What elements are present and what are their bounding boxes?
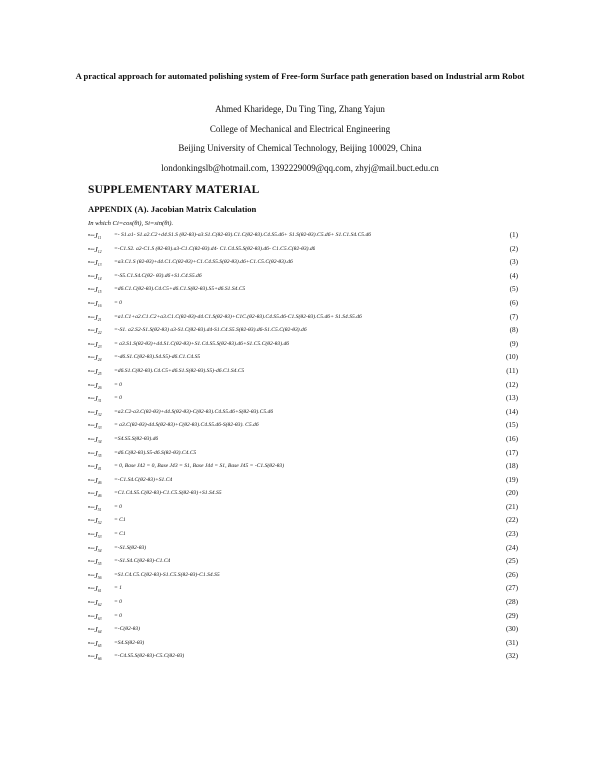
jacobian-symbol: J [94, 475, 98, 485]
jacobian-symbol: J [94, 584, 98, 594]
affiliation-university: Beijing University of Chemical Technology, Beijing 100029, China [178, 143, 422, 153]
equation-lhs [88, 544, 102, 553]
equation-lhs [88, 381, 102, 390]
equation-row [88, 311, 518, 325]
jacobian-symbol: J [94, 625, 98, 635]
equation-row [88, 338, 518, 352]
jacobian-symbol: J [94, 380, 98, 390]
equation-expression: = a3.S1.S(θ2-θ3)+d4.S1.C(θ2-θ3)+S1.C4.S5.S(θ2-θ3).d6+S1.C5.C(θ2-θ3).d6 [114, 340, 290, 347]
equation-expression: =d6.S1.C(θ2-θ3).C4.C5+d6.S1.S(θ2-θ3).S5)-d6.C1.S4.C5 [114, 367, 245, 374]
equation-expression: = 0 [114, 395, 122, 402]
jacobian-symbol: J [94, 489, 98, 499]
jacobian-symbol: J [94, 326, 98, 336]
equation-lhs [88, 408, 102, 417]
equation-row [88, 610, 518, 624]
jacobian-index: 62 [97, 603, 102, 608]
equation-number: (21) [506, 502, 518, 511]
equation-expression: = C1 [114, 531, 126, 538]
equation-lhs [88, 503, 102, 512]
jacobian-symbol: J [94, 611, 98, 621]
jacobian-index: 35 [97, 453, 102, 458]
equation-row [88, 270, 518, 284]
jacobian-index: 23 [97, 344, 102, 349]
equation-expression: =-C1.S4.C(θ2-θ3)+S1.C4 [114, 476, 173, 483]
equation-number: (16) [506, 434, 518, 443]
jacobian-symbol: J [94, 285, 98, 295]
equation-lhs [88, 449, 102, 458]
equation-row [88, 365, 518, 379]
jacobian-symbol: J [94, 502, 98, 512]
equation-lhs [88, 557, 102, 566]
jacobian-symbol: J [94, 312, 98, 322]
jacobian-symbol: J [94, 434, 98, 444]
jacobian-index: 46 [97, 494, 102, 499]
equation-expression: =-S1.S(θ2-θ3) [114, 544, 147, 551]
jacobian-symbol: J [94, 570, 98, 580]
authors: Ahmed Kharidege, Du Ting Ting, Zhang Yajun [215, 104, 385, 114]
jacobian-index: 22 [97, 331, 102, 336]
equation-number: (4) [509, 271, 518, 280]
equation-number: (30) [506, 625, 518, 634]
equation-number: (23) [506, 530, 518, 539]
equation-lhs [88, 245, 102, 254]
equation-row [88, 351, 518, 365]
equation-number: (25) [506, 557, 518, 566]
jacobian-symbol: J [94, 421, 98, 431]
equation-row [88, 474, 518, 488]
base-superscript: Base [88, 409, 95, 414]
jacobian-symbol: J [94, 462, 98, 472]
equation-lhs [88, 476, 102, 485]
jacobian-symbol: J [94, 271, 98, 281]
base-superscript: Base [88, 464, 95, 469]
equation-row [88, 650, 518, 664]
equation-expression: = 0 [114, 503, 122, 510]
equation-number: (7) [509, 312, 518, 321]
equation-number: (6) [509, 298, 518, 307]
equation-expression: =S4.S(θ2-θ3) [114, 639, 145, 646]
equation-expression: =S4.S5.S(θ2-θ3).d6 [114, 435, 159, 442]
equation-expression: =-C1.S2. a2-C1.S (θ2-θ3).a3-C1.C(θ2-θ3).d4- C1.C4.S5.S(θ2-θ3).d6- C1.C5.C(θ2-θ3).d6 [114, 245, 316, 252]
equation-expression: =a3.C1.S (θ2-θ3)+d4.C1.C(θ2-θ3)+C1.C4.S5.S(θ2-θ3).d6+C1.C5.C(θ2-θ3).d6 [114, 259, 293, 266]
equation-lhs [88, 231, 101, 240]
jacobian-index: 46 [97, 480, 102, 485]
equation-expression: =- S1.a1- S1.a2.C2+d4.S1.S (θ2-θ3)-a3.S1.C(θ2-θ3).C1.C(θ2-θ3).C4.S5.d6+ S1.S(θ2-θ3).C5.d6+ S1.C1.S4.C5.d6 [114, 232, 372, 238]
base-superscript: Base [88, 314, 95, 319]
equation-row [88, 596, 518, 610]
equation-number: (11) [506, 366, 518, 375]
equation-lhs [88, 340, 102, 349]
base-superscript: Base [88, 559, 95, 564]
equation-lhs [88, 435, 102, 444]
jacobian-index: 32 [97, 412, 102, 417]
equation-lhs [88, 353, 102, 362]
jacobian-index: 24 [97, 358, 102, 363]
jacobian-symbol: J [94, 258, 98, 268]
jacobian-index: 66 [97, 657, 102, 662]
base-superscript: Base [88, 436, 95, 441]
jacobian-index: 25 [97, 371, 102, 376]
jacobian-symbol: J [94, 448, 98, 458]
equation-row [88, 623, 518, 637]
equation-lhs [88, 625, 102, 634]
jacobian-index: 15 [97, 290, 102, 295]
jacobian-symbol: J [94, 516, 98, 526]
equation-row [88, 514, 518, 528]
jacobian-symbol: J [94, 407, 98, 417]
base-superscript: Base [88, 600, 95, 605]
equation-expression: =-S5.C1.S4.C(θ2- θ3).d6+S1.C4.S5.d6 [114, 272, 202, 279]
equation-expression: =d6.C1.C(θ2-θ3).C4.C5+d6.C1.S(θ2-θ3).S5+d6.S1.S4.C5 [114, 286, 246, 293]
base-superscript: Base [88, 233, 95, 237]
equation-expression: =C1.C4.S5.C(θ2-θ3)-C1.C5.S(θ2-θ3)+S1.S4.S5 [114, 490, 222, 497]
base-superscript: Base [88, 627, 95, 632]
equation-number: (15) [506, 421, 518, 430]
equation-expression: = 0, Base J42 = 0, Base J43 = S1, Base J44 = S1, Base J45 = -C1.S(θ2-θ3) [114, 463, 285, 470]
equation-lhs [88, 571, 102, 580]
equation-list [88, 229, 518, 664]
equation-lhs [88, 367, 102, 376]
base-superscript: Base [88, 640, 95, 645]
base-superscript: Base [88, 341, 95, 346]
jacobian-index: 14 [97, 276, 102, 281]
equation-expression: =-S1. a2.S2-S1.S(θ2-θ3) a3-S1.C(θ2-θ3).d4-S1.C4.S5.S(θ2-θ3).d6-S1.C5.C(θ2-θ3).d6 [114, 327, 307, 334]
jacobian-index: 56 [97, 575, 102, 580]
equation-lhs [88, 313, 102, 322]
base-superscript: Base [88, 654, 95, 659]
jacobian-symbol: J [94, 231, 98, 240]
equation-lhs [88, 530, 102, 539]
equation-row [88, 582, 518, 596]
equation-expression: = 0 [114, 612, 122, 619]
contact-emails: londonkingslb@hotmail.com, 1392229009@qq.com, zhyj@mail.buct.edu.cn [161, 163, 439, 173]
equation-row [88, 501, 518, 515]
equation-number: (5) [509, 285, 518, 294]
equation-lhs [88, 421, 102, 430]
equation-number: (8) [509, 326, 518, 335]
equation-row [88, 297, 518, 311]
base-superscript: Base [88, 368, 95, 373]
jacobian-symbol: J [94, 530, 98, 540]
equation-number: (13) [506, 394, 518, 403]
equation-expression: = C1 [114, 517, 126, 524]
base-superscript: Base [88, 246, 95, 251]
equation-number: (19) [506, 475, 518, 484]
appendix-heading: APPENDIX (A). Jacobian Matrix Calculation [88, 204, 257, 214]
jacobian-symbol: J [94, 652, 98, 662]
jacobian-index: 41 [97, 467, 102, 472]
jacobian-index: 63 [97, 616, 102, 621]
jacobian-index: 51 [97, 507, 102, 512]
equation-number: (1) [509, 231, 518, 239]
equation-expression: = a3.C(θ2-θ3)-d4.S(θ2-θ3)+C(θ2-θ3).C4.S5.d6-S(θ2-θ3). C5.d6 [114, 422, 259, 429]
base-superscript: Base [88, 491, 95, 496]
definition-line: In which Ci=cos(θi), Si=sin(θi). [88, 220, 174, 227]
equation-expression: = 0 [114, 381, 122, 388]
equation-lhs [88, 394, 102, 403]
equation-expression: =-C4.S5.S(θ2-θ3)-C5.C(θ2-θ3) [114, 653, 185, 660]
equation-row [88, 542, 518, 556]
equation-number: (3) [509, 258, 518, 267]
equation-expression: =-d6.S1.C(θ2-θ3).S4.S5)-d6.C1.C4.S5 [114, 354, 201, 361]
equation-row [88, 528, 518, 542]
equation-number: (12) [506, 380, 518, 389]
equation-lhs [88, 652, 102, 661]
equation-number: (27) [506, 584, 518, 593]
equation-row [88, 324, 518, 338]
section-heading: SUPPLEMENTARY MATERIAL [88, 184, 260, 196]
equation-expression: = 1 [114, 585, 122, 592]
equation-number: (20) [506, 489, 518, 498]
jacobian-index: 12 [97, 249, 102, 254]
base-superscript: Base [88, 300, 95, 305]
equation-row [88, 406, 518, 420]
jacobian-symbol: J [94, 557, 98, 567]
equation-lhs [88, 462, 102, 471]
base-superscript: Base [88, 260, 95, 265]
base-superscript: Base [88, 545, 95, 550]
base-superscript: Base [88, 477, 95, 482]
equation-row [88, 392, 518, 406]
jacobian-index: 16 [97, 303, 102, 308]
jacobian-symbol: J [94, 543, 98, 553]
equation-row [88, 460, 518, 474]
equation-number: (9) [509, 339, 518, 348]
jacobian-index: 61 [97, 589, 102, 594]
base-superscript: Base [88, 355, 95, 360]
equation-row [88, 569, 518, 583]
equation-expression: =d6.C(θ2-θ3).S5-d6.S(θ2-θ3).C4.C5 [114, 449, 197, 456]
equation-expression: =a2.C2-a3.C(θ2-θ3)+d4.S(θ2-θ3)-C(θ2-θ3).C4.S5.d6+S(θ2-θ3).C5.d6 [114, 408, 274, 415]
equation-expression: =S1.C4.C5.C(θ2-θ3)-S1.C5.S(θ2-θ3)-C1.S4.S5 [114, 571, 220, 578]
equation-number: (32) [506, 652, 518, 661]
base-superscript: Base [88, 273, 95, 278]
base-superscript: Base [88, 613, 95, 618]
jacobian-symbol: J [94, 598, 98, 608]
equation-lhs [88, 584, 102, 593]
jacobian-symbol: J [94, 638, 98, 648]
equation-number: (26) [506, 570, 518, 579]
base-superscript: Base [88, 423, 95, 428]
base-superscript: Base [88, 328, 95, 333]
base-superscript: Base [88, 572, 95, 577]
equation-expression: =a1.C1+a2.C1.C2+a3.C1.C(θ2-θ3)-d4.C1.S(θ2-θ3)+C1C.(θ2-θ3).C4.S5.d6-C1.S(θ2-θ3).C5.d6+ S1.S4.S5.d6 [114, 313, 362, 320]
jacobian-symbol: J [94, 366, 98, 376]
base-superscript: Base [88, 532, 95, 537]
jacobian-index: 55 [97, 562, 102, 567]
equation-number: (29) [506, 611, 518, 620]
base-superscript: Base [88, 518, 95, 523]
equation-number: (22) [506, 516, 518, 525]
jacobian-index: 11 [97, 236, 102, 240]
base-superscript: Base [88, 382, 95, 387]
paper-title: A practical approach for automated polishing system of Free-form Surface path generation based on Industrial arm Robot [75, 71, 525, 81]
equation-row [88, 379, 518, 393]
jacobian-index: 13 [97, 263, 102, 268]
equation-lhs [88, 612, 102, 621]
equation-row [88, 419, 518, 433]
equation-expression: =-C(θ2-θ3) [114, 626, 141, 633]
base-superscript: Base [88, 287, 95, 292]
equation-expression: = 0 [114, 599, 122, 606]
equation-expression: =-S1.S4.C(θ2-θ3)-C1.C4 [114, 558, 171, 565]
jacobian-index: 52 [97, 521, 102, 526]
base-superscript: Base [88, 586, 95, 591]
equation-row [88, 447, 518, 461]
equation-row [88, 243, 518, 257]
equation-number: (14) [506, 407, 518, 416]
equation-lhs [88, 285, 102, 294]
equation-number: (24) [506, 543, 518, 552]
jacobian-symbol: J [94, 339, 98, 349]
jacobian-index: 33 [97, 426, 102, 431]
jacobian-index: 64 [97, 630, 102, 635]
equation-number: (28) [506, 598, 518, 607]
equation-row [88, 637, 518, 651]
jacobian-symbol: J [94, 394, 98, 404]
equation-row [88, 229, 518, 243]
equation-lhs [88, 299, 102, 308]
jacobian-symbol: J [94, 298, 98, 308]
jacobian-symbol: J [94, 353, 98, 363]
equation-lhs [88, 258, 102, 267]
equation-row [88, 555, 518, 569]
equation-row [88, 256, 518, 270]
equation-number: (31) [506, 638, 518, 647]
equation-lhs [88, 639, 102, 648]
jacobian-symbol: J [94, 244, 98, 254]
equation-lhs [88, 326, 102, 335]
jacobian-index: 65 [97, 643, 102, 648]
equation-row [88, 433, 518, 447]
jacobian-index: 54 [97, 548, 102, 553]
base-superscript: Base [88, 504, 95, 509]
base-superscript: Base [88, 396, 95, 401]
equation-number: (17) [506, 448, 518, 457]
jacobian-index: 31 [97, 399, 102, 404]
equation-expression: = 0 [114, 299, 122, 306]
equation-lhs [88, 272, 102, 281]
equation-number: (18) [506, 462, 518, 471]
affiliation-college: College of Mechanical and Electrical Engineering [209, 124, 391, 134]
equation-number: (10) [506, 353, 518, 362]
base-superscript: Base [88, 450, 95, 455]
jacobian-index: 53 [97, 535, 102, 540]
equation-lhs [88, 489, 102, 498]
equation-row [88, 487, 518, 501]
equation-lhs [88, 598, 102, 607]
jacobian-index: 34 [97, 439, 102, 444]
equation-row [88, 283, 518, 297]
equation-number: (2) [509, 244, 518, 253]
equation-lhs [88, 516, 102, 525]
jacobian-index: 21 [97, 317, 102, 322]
jacobian-index: 26 [97, 385, 102, 390]
